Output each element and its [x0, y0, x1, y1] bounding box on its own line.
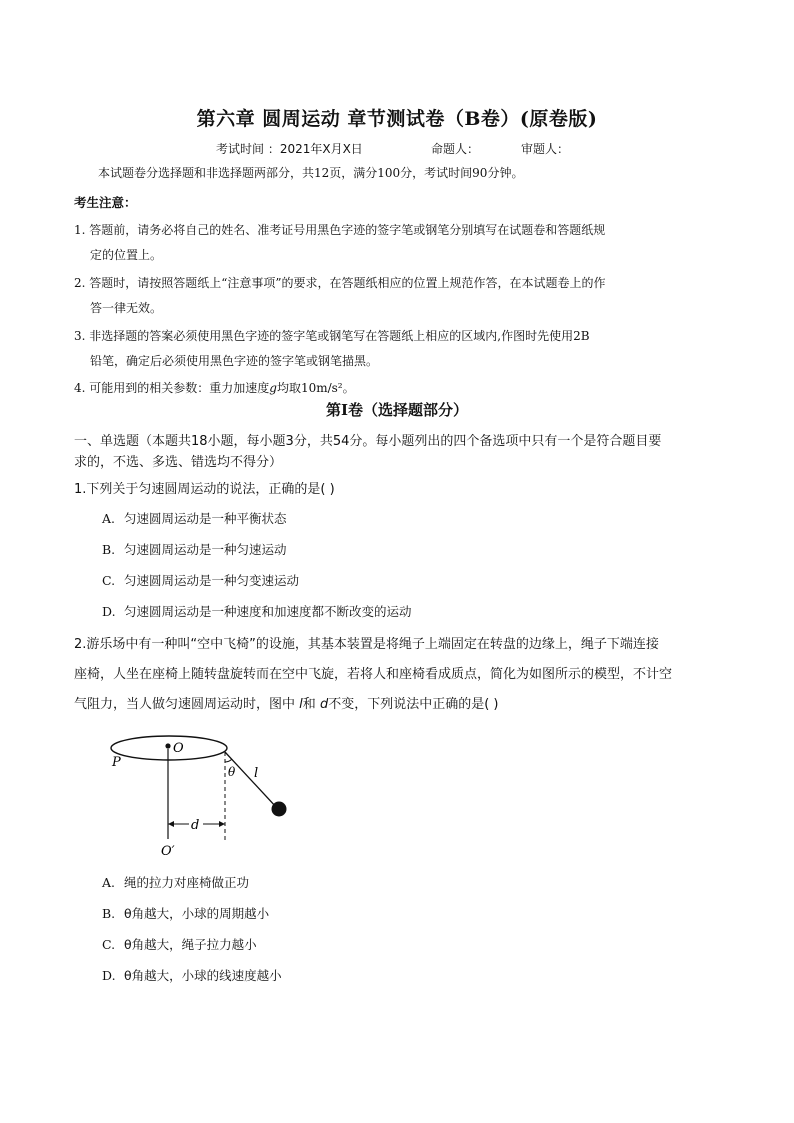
question-2-option-c: C. θ角越大，绳子拉力越小: [102, 937, 257, 952]
question-2-stem-line2: 座椅，人坐在座椅上随转盘旋转而在空中飞旋，若将人和座椅看成质点，简化为如图所示的模型，不计空: [74, 667, 673, 682]
question-1-option-a: A. 匀速圆周运动是一种平衡状态: [102, 511, 287, 526]
section-instruction-line2: 求的，不选、多选、错选均不得分）: [74, 455, 283, 470]
question-2-option-a: A. 绳的拉力对座椅做正功: [102, 875, 250, 890]
question-1-stem: 1.下列关于匀速圆周运动的说法，正确的是( ): [74, 482, 335, 497]
var-d: d: [319, 697, 329, 712]
label-p: P: [112, 755, 121, 770]
question-2-option-d: D. θ角越大，小球的线速度越小: [102, 968, 282, 983]
var-l: l: [299, 697, 303, 712]
notice-item-1-line2: 定的位置上。: [90, 248, 163, 262]
arrow-right: [219, 821, 225, 827]
notice-item-3-line1: 3. 非选择题的答案必须使用黑色字迹的签字笔或钢笔写在答题纸上相应的区域内,作图时先使用2B: [74, 329, 590, 343]
question-2-stem-line3: 气阻力，当人做匀速圆周运动时，图中 l和 d不变，下列说法中正确的是( ): [74, 697, 499, 712]
notice-item-2-line2: 答一律无效。: [90, 301, 163, 315]
notice-item-1-line1: 1. 答题前，请务必将自己的姓名、准考证号用黑色字迹的签字笔或钢笔分别填写在试题卷和答题纸规: [74, 223, 606, 237]
notice-item-2-line1: 2. 答题时，请按照答题纸上“注意事项”的要求，在答题纸相应的位置上规范作答，在本试题卷上的作: [74, 276, 606, 290]
flying-chair-diagram: [100, 722, 310, 862]
ball: [272, 802, 287, 817]
rope-line: [225, 752, 277, 808]
section-title: 第Ⅰ卷（选择题部分）: [325, 401, 469, 419]
setter: 命题人：: [431, 142, 480, 156]
arrow-left: [168, 821, 174, 827]
page-title: 第六章 圆周运动 章节测试卷（B卷）(原卷版): [196, 108, 598, 130]
label-o-prime: O′: [161, 844, 175, 859]
question-2-option-b: B. θ角越大，小球的周期越小: [102, 906, 270, 921]
question-2-stem-line1: 2.游乐场中有一种叫“空中飞椅”的设施，其基本装置是将绳子上端固定在转盘的边缘上，绳子下端连接: [74, 637, 659, 652]
var-g: g: [269, 381, 277, 395]
notice-heading: 考生注意：: [74, 195, 137, 210]
section-instruction-line1: 一、单选题（本题共18小题，每小题3分，共54分。每小题列出的四个备选项中只有一个是符合题目要: [74, 434, 662, 449]
exam-time: 考试时间 ：2021年X月X日: [216, 142, 363, 156]
label-d: d: [191, 818, 200, 833]
notice-item-3-line2: 铅笔，确定后必须使用黑色字迹的签字笔或钢笔描黑。: [90, 354, 379, 368]
label-o: O: [173, 741, 184, 756]
question-1-option-b: B. 匀速圆周运动是一种匀速运动: [102, 542, 287, 557]
question-1-option-d: D. 匀速圆周运动是一种速度和加速度都不断改变的运动: [102, 604, 412, 619]
reviewer: 审题人：: [521, 142, 570, 156]
intro-text: 本试题卷分选择题和非选择题两部分，共12页，满分100分，考试时间90分钟。: [98, 166, 524, 180]
question-1-option-c: C. 匀速圆周运动是一种匀变速运动: [102, 573, 300, 588]
label-l: l: [254, 766, 259, 781]
theta-arc: [225, 759, 232, 762]
notice-item-4: 4. 可能用到的相关参数：重力加速度g均取10m/s²。: [74, 381, 355, 395]
label-theta: θ: [228, 765, 236, 779]
center-dot: [165, 743, 170, 748]
